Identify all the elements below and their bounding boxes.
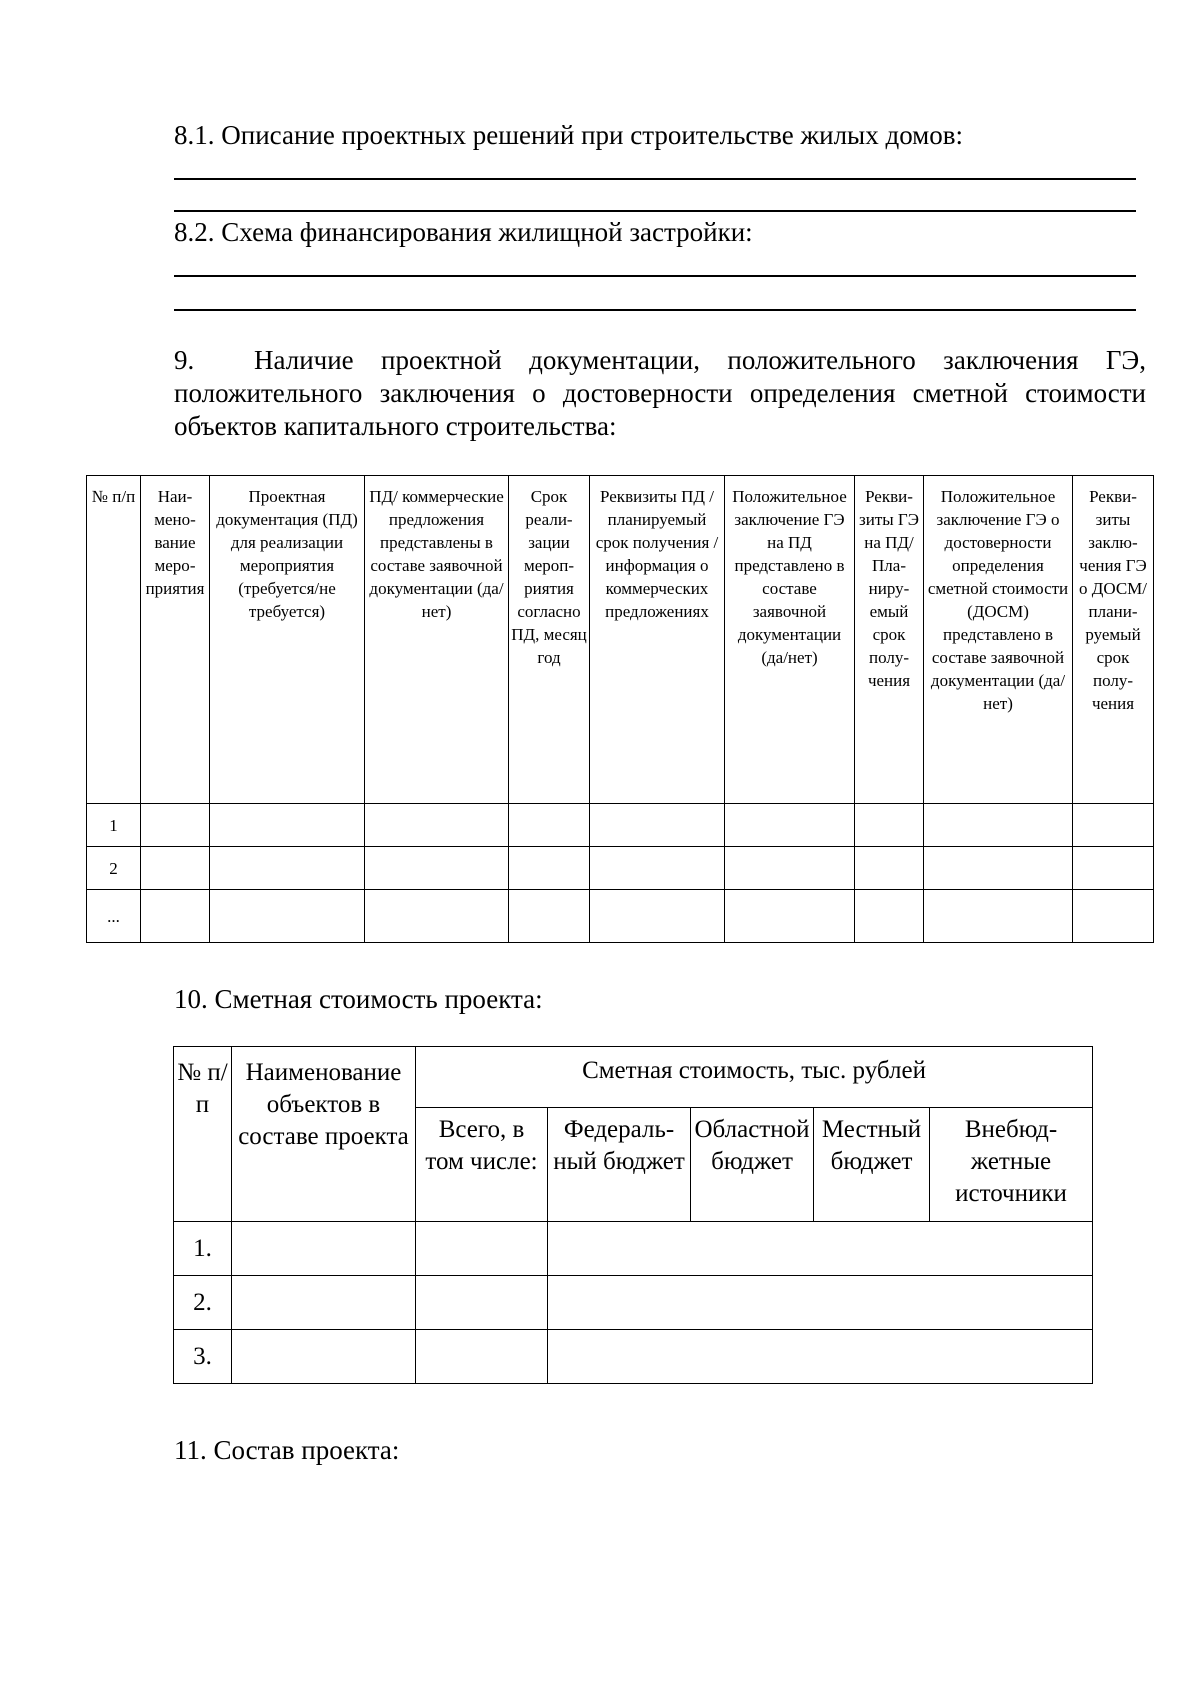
table-cell[interactable] <box>725 890 855 943</box>
table-cell[interactable] <box>141 890 210 943</box>
table-cell[interactable] <box>548 1222 1093 1276</box>
table-cell[interactable] <box>232 1276 416 1330</box>
header-ge-details: Реквизиты ГЭ на ПД/ Планируемый срок получения <box>855 476 924 804</box>
fill-in-line[interactable] <box>174 178 1136 180</box>
table-cell[interactable] <box>210 847 365 890</box>
header-project-docs: Проектная документация (ПД) для реализации мероприятия (требуется/не требуется) <box>210 476 365 804</box>
table-row <box>87 804 1154 847</box>
table-cell[interactable] <box>590 804 725 847</box>
header-regional-budget: Областной бюджет <box>691 1108 814 1222</box>
row-number: ... <box>87 890 141 943</box>
header-activity-name: Наименование мероприятия <box>141 476 210 804</box>
table-cell[interactable] <box>924 847 1073 890</box>
table-cell[interactable] <box>365 847 509 890</box>
table-row <box>174 1276 1093 1330</box>
section-8-1-title: 8.1. Описание проектных решений при строительстве жилых домов: <box>174 120 964 150</box>
header-number: № п/п <box>174 1047 232 1222</box>
table-cell[interactable] <box>924 804 1073 847</box>
table-cell[interactable] <box>509 804 590 847</box>
table-cell[interactable] <box>855 804 924 847</box>
table-cell[interactable] <box>365 890 509 943</box>
table-cell[interactable] <box>509 847 590 890</box>
header-extrabudgetary: Внебюджетные источники <box>930 1108 1093 1222</box>
header-object-name: Наименование объектов в составе проекта <box>232 1047 416 1222</box>
header-pd-details: Реквизиты ПД /планируемый срок получения / информация о коммерческих предложениях <box>590 476 725 804</box>
table-cell[interactable] <box>210 804 365 847</box>
table-cell[interactable] <box>232 1330 416 1384</box>
header-local-budget: Местный бюджет <box>814 1108 930 1222</box>
table-cell[interactable] <box>548 1276 1093 1330</box>
section-9-text: Наличие проектной документации, положительного заключения ГЭ, положительного заключения о достоверности определения сметной стоимости объектов капитального строительства: <box>174 345 1146 441</box>
table-cell[interactable] <box>725 804 855 847</box>
fill-in-line[interactable] <box>174 210 1136 212</box>
table-cell[interactable] <box>141 847 210 890</box>
header-ge-conclusion: Положительное заключение ГЭ на ПД представлено в составе заявочной документации (да/нет) <box>725 476 855 804</box>
table-cell[interactable] <box>416 1330 548 1384</box>
section-11-title: 11. Состав проекта: <box>174 1435 400 1465</box>
table-cell[interactable] <box>141 804 210 847</box>
table-row <box>174 1330 1093 1384</box>
section-10-title: 10. Сметная стоимость проекта: <box>174 984 543 1014</box>
table-cell[interactable] <box>855 890 924 943</box>
table-cell[interactable] <box>725 847 855 890</box>
fill-in-line[interactable] <box>174 309 1136 311</box>
table-cell[interactable] <box>416 1222 548 1276</box>
header-total: Всего, в том числе: <box>416 1108 548 1222</box>
table-row <box>174 1222 1093 1276</box>
table-cell[interactable] <box>509 890 590 943</box>
row-number: 2 <box>87 847 141 890</box>
project-documentation-table <box>86 475 1154 943</box>
table-cell[interactable] <box>590 890 725 943</box>
table-cell[interactable] <box>1073 890 1154 943</box>
estimated-cost-table <box>173 1046 1093 1384</box>
row-number: 2. <box>174 1276 232 1330</box>
section-9-paragraph <box>174 344 1146 443</box>
row-number: 3. <box>174 1330 232 1384</box>
header-dosm-details: Реквизиты заключения ГЭ о ДОСМ/ планируемый срок получения <box>1073 476 1154 804</box>
table-cell[interactable] <box>365 804 509 847</box>
table-cell[interactable] <box>1073 847 1154 890</box>
table-row <box>87 890 1154 943</box>
section-9-number: 9. <box>174 345 195 375</box>
table-cell[interactable] <box>590 847 725 890</box>
row-number: 1. <box>174 1222 232 1276</box>
header-number: № п/п <box>87 476 141 804</box>
row-number: 1 <box>87 804 141 847</box>
table-cell[interactable] <box>210 890 365 943</box>
header-dosm-conclusion: Положительное заключение ГЭ о достоверности определения сметной стоимости (ДОСМ) представлено в составе заявочной документации (да/нет) <box>924 476 1073 804</box>
table-cell[interactable] <box>416 1276 548 1330</box>
header-federal-budget: Федеральный бюджет <box>548 1108 691 1222</box>
table-row <box>87 847 1154 890</box>
header-pd-commercial: ПД/ коммерческие предложения представлены в составе заявочной документации (да/нет) <box>365 476 509 804</box>
header-estimated-cost: Сметная стоимость, тыс. рублей <box>416 1047 1093 1108</box>
table-cell[interactable] <box>232 1222 416 1276</box>
header-term: Срок реализации мероприятия согласно ПД, месяц год <box>509 476 590 804</box>
fill-in-line[interactable] <box>174 275 1136 277</box>
section-8-2-title: 8.2. Схема финансирования жилищной застройки: <box>174 217 753 247</box>
table-cell[interactable] <box>855 847 924 890</box>
table-cell[interactable] <box>1073 804 1154 847</box>
table-cell[interactable] <box>548 1330 1093 1384</box>
table-cell[interactable] <box>924 890 1073 943</box>
